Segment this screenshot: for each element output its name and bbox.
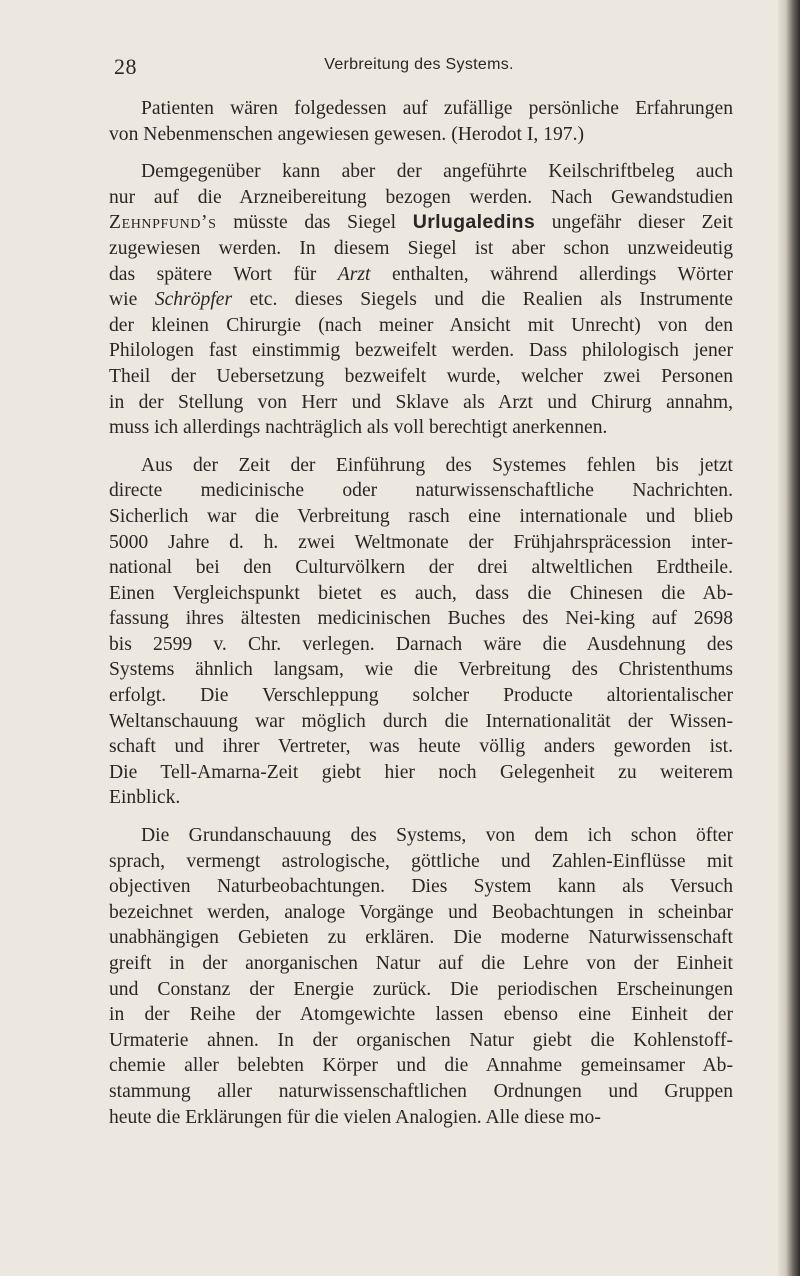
text-run: müsste das Siegel	[216, 212, 413, 234]
text-line: Die Grundanschauung des Systems, von dem ich schon öfter	[141, 825, 733, 847]
text-line: erfolgt. Die Verschleppung solcher Producte altorientalischer	[109, 685, 733, 707]
text-line: Aus der Zeit der Einführung des Systemes fehlen bis jetzt	[141, 454, 733, 476]
text-line: in der Stellung von Herr und Sklave als Arzt und Chirurg annahm,	[109, 391, 733, 413]
text-line: chemie aller belebten Körper und die Annahme gemeinsamer Ab-	[109, 1055, 733, 1077]
text-line	[109, 262, 733, 288]
paragraph	[109, 159, 733, 441]
text-line: Die Tell-Amarna-Zeit giebt hier noch Gelegenheit zu weiterem	[109, 761, 733, 783]
text-run: ungefähr dieser Zeit	[535, 212, 733, 234]
text-line: greift in der anorganischen Natur auf die Lehre von der Einheit	[109, 953, 733, 974]
text-line: directe medicinische oder naturwissenschaftliche Nachrichten.	[109, 480, 733, 502]
text-line: objectiven Naturbeobachtungen. Dies System kann als Versuch	[109, 876, 733, 898]
text-line: heute die Erklärungen für die vielen Analogien. Alle diese mo-	[109, 1106, 601, 1128]
page-header	[114, 54, 724, 84]
text-line: Sicherlich war die Verbreitung rasch eine internationale und blieb	[109, 505, 733, 527]
running-head: Verbreitung des Systems.	[324, 56, 514, 73]
paragraph	[109, 453, 733, 811]
text-line: Philologen fast einstimmig bezweifelt werden. Dass philologisch jener	[109, 340, 733, 362]
text-line: national bei den Culturvölkern der drei altweltlichen Erdtheile.	[109, 557, 733, 579]
text-line: Einblick.	[109, 787, 181, 809]
text-line: Patienten wären folgedessen auf zufällige persönliche Erfahrungen	[141, 98, 733, 119]
paragraph	[109, 823, 733, 1130]
text-run: wie	[109, 289, 155, 311]
text-line: bis 2599 v. Chr. verlegen. Darnach wäre die Ausdehnung des	[109, 633, 733, 655]
text-line: Systems ähnlich langsam, wie die Verbreitung des Christenthums	[109, 659, 733, 681]
text-line: Einen Vergleichspunkt bietet es auch, dass die Chinesen die Ab-	[109, 582, 733, 604]
text-line: muss ich allerdings nachträglich als voll berechtigt anerkennen.	[109, 417, 608, 439]
text-line	[109, 210, 733, 236]
text-line: 5000 Jahre d. h. zwei Weltmonate der Frühjahrspräcession inter-	[109, 531, 733, 553]
text-line: schaft und ihrer Vertreter, was heute völlig anders geworden ist.	[109, 736, 733, 758]
page-number: 28	[114, 54, 137, 79]
text-line: zugewiesen werden. In diesem Siegel ist aber schon unzweideutig	[109, 237, 733, 259]
text-line: von Nebenmenschen angewiesen gewesen. (Herodot I, 197.)	[109, 123, 584, 145]
text-line: Theil der Uebersetzung bezweifelt wurde, welcher zwei Personen	[109, 365, 733, 387]
text-line: stammung aller naturwissenschaftlichen Ordnungen und Gruppen	[109, 1080, 733, 1102]
text-line: und Constanz der Energie zurück. Die periodischen Erscheinungen	[109, 978, 733, 1000]
text-line: Demgegenüber kann aber der angeführte Keilschriftbeleg auch	[141, 161, 733, 183]
body-text	[109, 96, 733, 1142]
text-line: der kleinen Chirurgie (nach meiner Ansicht mit Unrecht) von den	[109, 314, 733, 336]
text-line	[109, 287, 733, 313]
text-line: in der Reihe der Atomgewichte lassen ebenso eine Einheit der	[109, 1004, 733, 1026]
page-edge-shadow	[778, 0, 800, 1276]
text-run: etc. dieses Siegels und die Realien als Instrumente	[232, 289, 733, 311]
paragraph	[109, 96, 733, 147]
text-line: Urmaterie ahnen. In der organischen Natur giebt die Kohlenstoff-	[109, 1029, 733, 1051]
text-line: Weltanschauung war möglich durch die Internationalität der Wissen-	[109, 710, 733, 732]
text-line: fassung ihres ältesten medicinischen Buches des Nei-king auf 2698	[109, 608, 733, 630]
author-name-small-caps: Zehnpfund’s	[109, 212, 217, 234]
italic-term: Schröpfer	[154, 289, 233, 311]
text-line: sprach, vermengt astrologische, göttliche und Zahlen-Einflüsse mit	[109, 850, 733, 872]
text-run: das spätere Wort für	[109, 263, 338, 285]
text-line: unabhängigen Gebieten zu erklären. Die moderne Naturwissenschaft	[109, 927, 733, 949]
text-run: enthalten, während allerdings Wörter	[370, 263, 734, 285]
text-line: bezeichnet werden, analoge Vorgänge und Beobachtungen in scheinbar	[109, 901, 733, 923]
text-line: nur auf die Arzneibereitung bezogen werden. Nach Gewandstudien	[109, 186, 733, 208]
italic-term: Arzt	[337, 263, 371, 285]
seal-name: Urlugaledins	[412, 211, 536, 234]
